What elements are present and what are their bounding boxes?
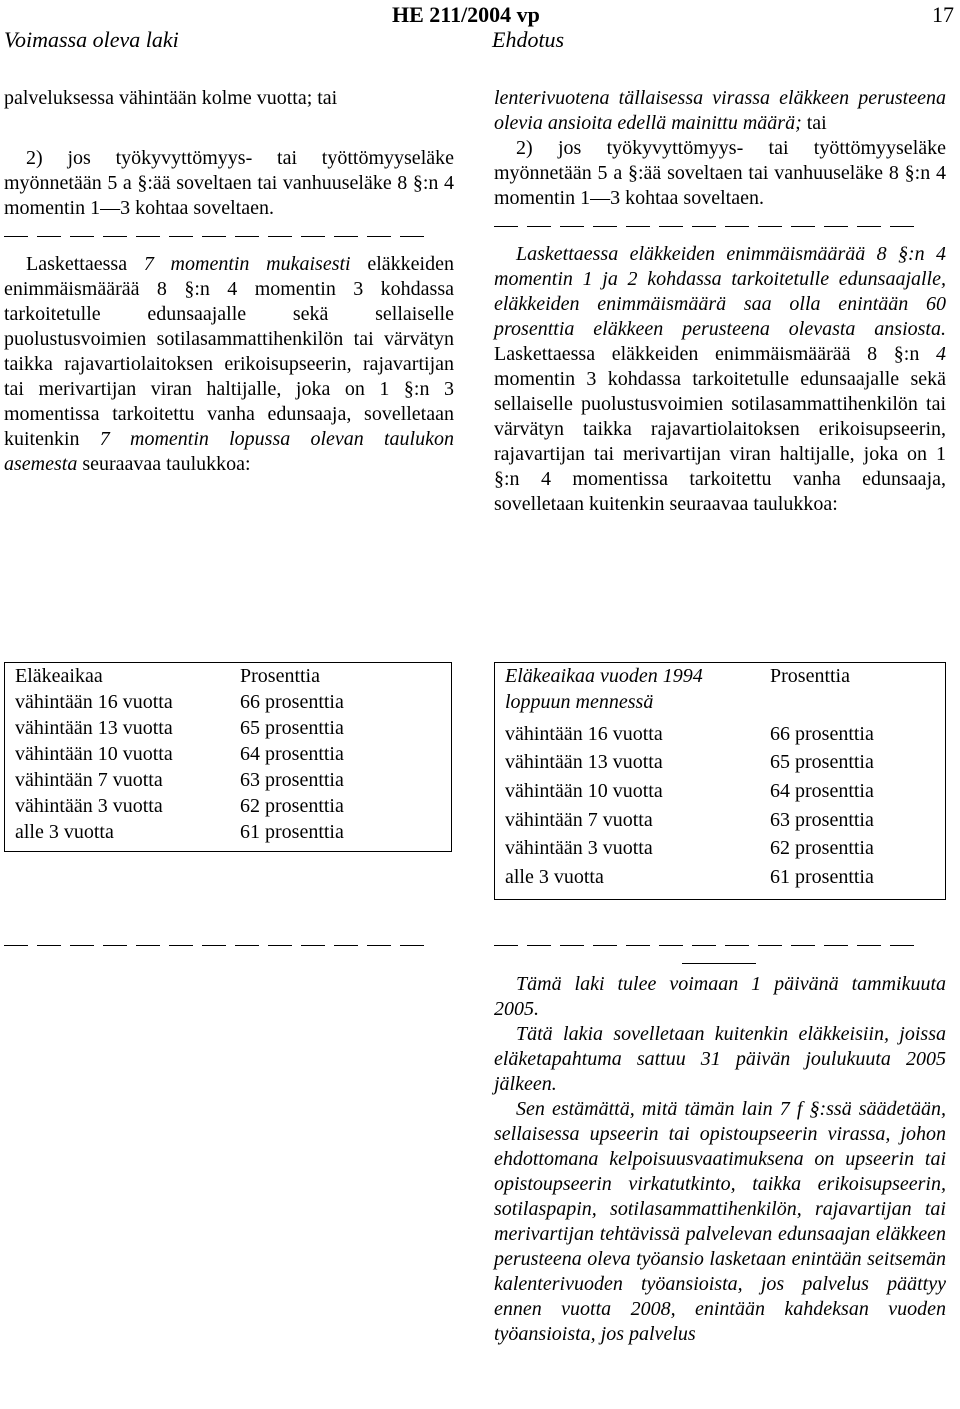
table-cell: 62 prosenttia <box>770 837 874 860</box>
table-cell: vähintään 3 vuotta <box>505 837 653 860</box>
table-cell: vähintään 3 vuotta <box>15 795 163 817</box>
table-cell: 63 prosenttia <box>240 769 344 791</box>
current-law-label: Voimassa oleva laki <box>4 27 179 52</box>
text-run: momentin 3 kohdassa tarkoitetulle edunsaajalle sekä sellaiselle puolustusvoimien sotilasammattihenkilön tai värvätyn taikka rajavartiolaitoksen erikoisupseerin, rajavartijan tai merivartijan viran haltijalle, joka on 1 §:n 4 momentissa tarkoitettu vanha edunsaaja, sovelletaan kuitenkin seuraavaa taulukkoa: <box>494 368 946 515</box>
table-row <box>495 864 946 893</box>
document-title: HE 211/2004 vp <box>392 2 540 27</box>
page-number: 17 <box>932 2 954 27</box>
column-header: Eläkeaikaa vuoden 1994 loppuun mennessä <box>505 665 703 713</box>
omission-dashes <box>494 213 946 238</box>
column-header: Prosenttia <box>770 665 850 687</box>
table-cell: 66 prosenttia <box>770 722 874 745</box>
table-row <box>495 749 946 778</box>
table-row <box>495 807 946 836</box>
table-row <box>5 819 452 845</box>
omission-dashes <box>4 223 454 248</box>
table-cell: 61 prosenttia <box>240 821 344 843</box>
table-row <box>5 767 452 793</box>
proposal-column <box>494 86 946 517</box>
table-header-row <box>5 663 452 690</box>
paragraph: 2) jos työkyvyttömyys- tai työttömyyseläke myönnetään 5 a §:ää soveltaen tai vanhuuseläke 8 §:n 4 momentin 1—3 kohtaa soveltaen. <box>494 137 946 209</box>
current-law-column <box>4 86 454 477</box>
paragraph: palveluksessa vähintään kolme vuotta; tai <box>4 87 338 109</box>
text-run: tai <box>801 112 827 134</box>
table-cell: 64 prosenttia <box>240 743 344 765</box>
table-cell: vähintään 7 vuotta <box>15 769 163 791</box>
text-run: eläkkeiden enimmäismäärää 8 §:n 4 momentin 3 kohdassa tarkoitetulle edunsaajalle sekä sellaiselle puolustusvoimien sotilasammattihenkilön tai värvätyn taikka rajavartiolaitoksen erikoisupseerin, rajavartijan tai merivartijan viran haltijalle, joka on 1 §:n 3 momentissa tarkoitettu vanha edunsaaja, sovelletaan kuitenkin <box>4 253 454 450</box>
entry-into-force-section <box>494 972 946 1347</box>
italic-text-run: 4 <box>936 343 946 365</box>
table-cell: 61 prosenttia <box>770 866 874 889</box>
italic-text-run: 7 momentin lopussa olevan taulukon asemesta <box>4 428 454 475</box>
table-cell: alle 3 vuotta <box>15 821 114 843</box>
table-row <box>5 741 452 767</box>
table-cell: 64 prosenttia <box>770 780 874 802</box>
table-row <box>495 721 946 750</box>
table-cell: vähintään 13 vuotta <box>15 717 173 739</box>
pension-table-current <box>4 662 452 852</box>
page-header <box>0 0 960 56</box>
column-header: Prosenttia <box>240 665 320 687</box>
pension-table-proposal <box>494 662 946 900</box>
table-row <box>5 689 452 715</box>
table-cell: 65 prosenttia <box>240 717 344 739</box>
paragraph: Tämä laki tulee voimaan 1 päivänä tammikuuta 2005. <box>494 973 946 1020</box>
omission-dashes <box>4 932 433 957</box>
paragraph <box>494 242 946 517</box>
table-cell: vähintään 16 vuotta <box>15 691 173 713</box>
text-run: Laskettaessa eläkkeiden enimmäismäärää 8 §:n <box>494 343 936 365</box>
proposal-label: Ehdotus <box>492 27 565 52</box>
paragraph: 2) jos työkyvyttömyys- tai työttömyyseläke myönnetään 5 a §:ää soveltaen tai vanhuuseläke 8 §:n 4 momentin 1—3 kohtaa soveltaen. <box>4 147 454 219</box>
table-cell: 66 prosenttia <box>240 691 344 713</box>
paragraph: Tätä lakia sovelletaan kuitenkin eläkkeisiin, joissa eläketapahtuma sattuu 31 päivän joulukuuta 2005 jälkeen. <box>494 1023 946 1095</box>
table-row <box>5 793 452 819</box>
table-cell: 65 prosenttia <box>770 751 874 774</box>
section-end-rule <box>682 963 756 964</box>
table-row <box>495 835 946 864</box>
italic-text-run: lenterivuotena tällaisessa virassa eläkkeen perusteena olevia ansioita edellä mainittu määrä; <box>494 87 946 134</box>
table-row <box>495 778 946 807</box>
table-cell: vähintään 16 vuotta <box>505 722 663 745</box>
text-run: seuraavaa taulukkoa: <box>77 453 251 475</box>
table-row <box>5 715 452 741</box>
table-cell: alle 3 vuotta <box>505 866 604 889</box>
table-cell: 62 prosenttia <box>240 795 344 817</box>
table-cell: vähintään 10 vuotta <box>505 780 663 802</box>
text-run: Laskettaessa <box>26 253 144 275</box>
table-cell: vähintään 13 vuotta <box>505 751 663 774</box>
italic-text-run: 7 momentin mukaisesti <box>143 253 351 275</box>
table-header-row <box>495 663 946 721</box>
table-cell: 63 prosenttia <box>770 808 874 831</box>
paragraph: Sen estämättä, mitä tämän lain 7 f §:ssä säädetään, sellaisessa upseerin tai opistoupseerin virassa, johon ehdottomana kelpoisuusvaatimuksena on upseerin tai opistoupseerin virkatutkinto, taikka erikoisupseerin, sotilaspapin, sotilasammattihenkilön, rajavartijan tai merivartijan tehtävissä palvelevan edunsaajan eläkkeen perusteena oleva työansio lasketaan enintään seitsemän kalenterivuoden työansioista, jos palvelus päättyy ennen vuotta 2008, enintään kahdeksan vuoden työansioista, jos palvelus <box>494 1098 946 1345</box>
column-header: Eläkeaikaa <box>15 665 103 687</box>
table-cell: vähintään 7 vuotta <box>505 808 653 831</box>
paragraph <box>4 252 454 477</box>
table-cell: vähintään 10 vuotta <box>15 743 173 765</box>
italic-text-run: Laskettaessa eläkkeiden enimmäismäärää 8 §:n 4 momentin 1 ja 2 kohdassa tarkoitetulle edunsaajalle, eläkkeiden enimmäismäärä saa olla enintään 60 prosenttia eläkkeen perusteena olevasta ansiosta. <box>494 243 946 340</box>
omission-dashes <box>494 932 923 957</box>
paragraph <box>494 86 946 136</box>
